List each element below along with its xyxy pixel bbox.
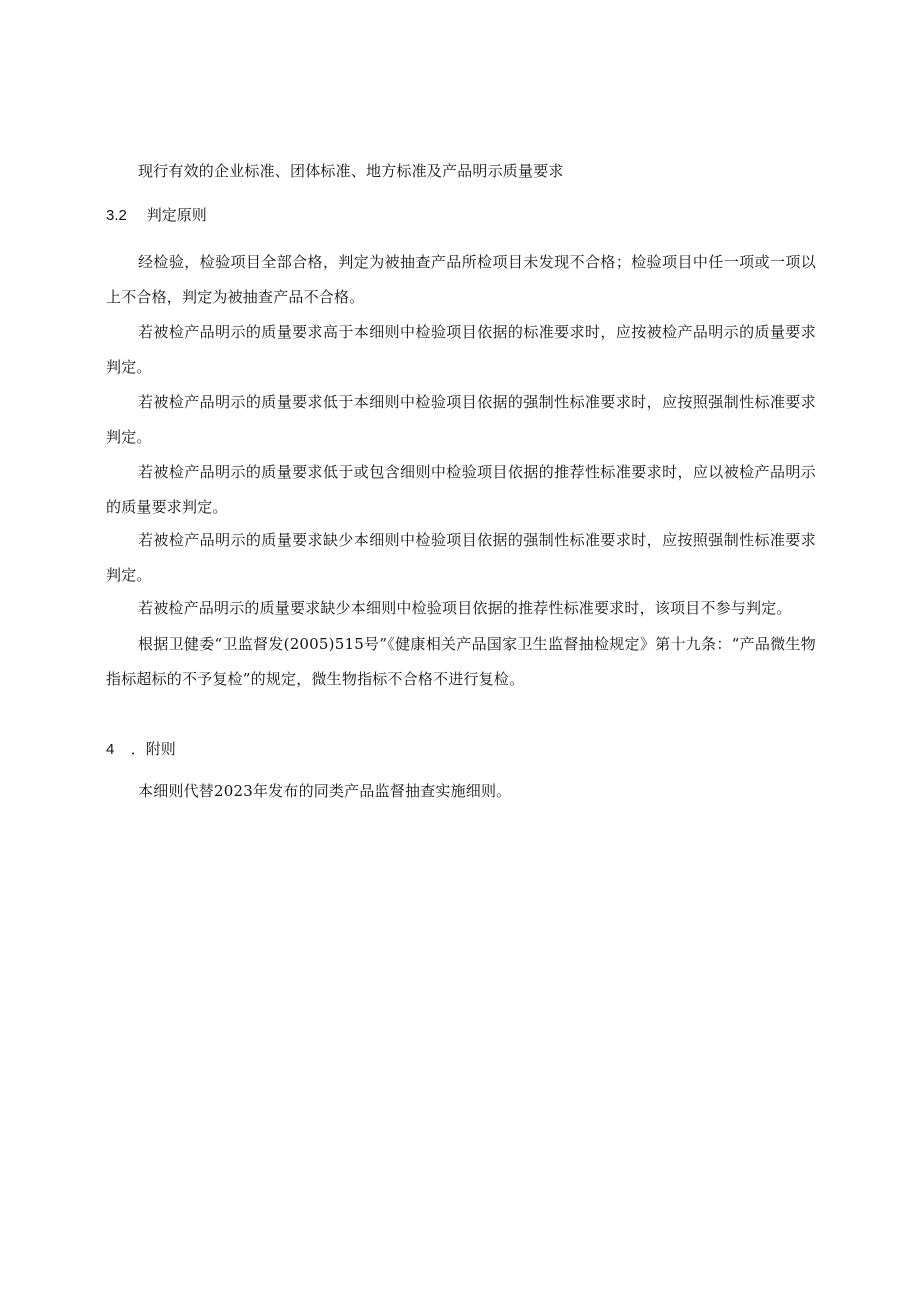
section-3-2-heading	[106, 205, 207, 226]
section-4-title: ．附则	[130, 740, 176, 758]
section-4-number: 4	[106, 741, 115, 758]
paragraph-3: 若被检产品明示的质量要求低于本细则中检验项目依据的强制性标准要求时，应按照强制性标准要求判定。	[106, 393, 816, 446]
paragraph-4: 若被检产品明示的质量要求低于或包含细则中检验项目依据的推荐性标准要求时，应以被检产品明示的质量要求判定。	[106, 463, 816, 516]
paragraph-1: 经检验，检验项目全部合格，判定为被抽查产品所检项目未发现不合格；检验项目中任一项或一项以上不合格，判定为被抽查产品不合格。	[106, 253, 816, 306]
intro-line: 现行有效的企业标准、团体标准、地方标准及产品明示质量要求	[138, 162, 564, 180]
section-4-heading	[106, 739, 176, 760]
paragraph-2: 若被检产品明示的质量要求高于本细则中检验项目依据的标准要求时，应按被检产品明示的质量要求判定。	[106, 323, 816, 376]
paragraph-7: 根据卫健委“卫监督发(2005)515号”《健康相关产品国家卫生监督抽检规定》第十九条：“产品微生物指标超标的不予复检”的规定，微生物指标不合格不进行复检。	[106, 635, 816, 688]
paragraph-6: 若被检产品明示的质量要求缺少本细则中检验项目依据的推荐性标准要求时，该项目不参与判定。	[138, 599, 792, 617]
paragraph-5: 若被检产品明示的质量要求缺少本细则中检验项目依据的强制性标准要求时，应按照强制性标准要求判定。	[106, 531, 816, 584]
section-3-2-number: 3.2	[106, 207, 127, 224]
closing-paragraph: 本细则代替2023年发布的同类产品监督抽查实施细则。	[138, 782, 512, 800]
section-3-2-title: 判定原则	[146, 206, 207, 224]
